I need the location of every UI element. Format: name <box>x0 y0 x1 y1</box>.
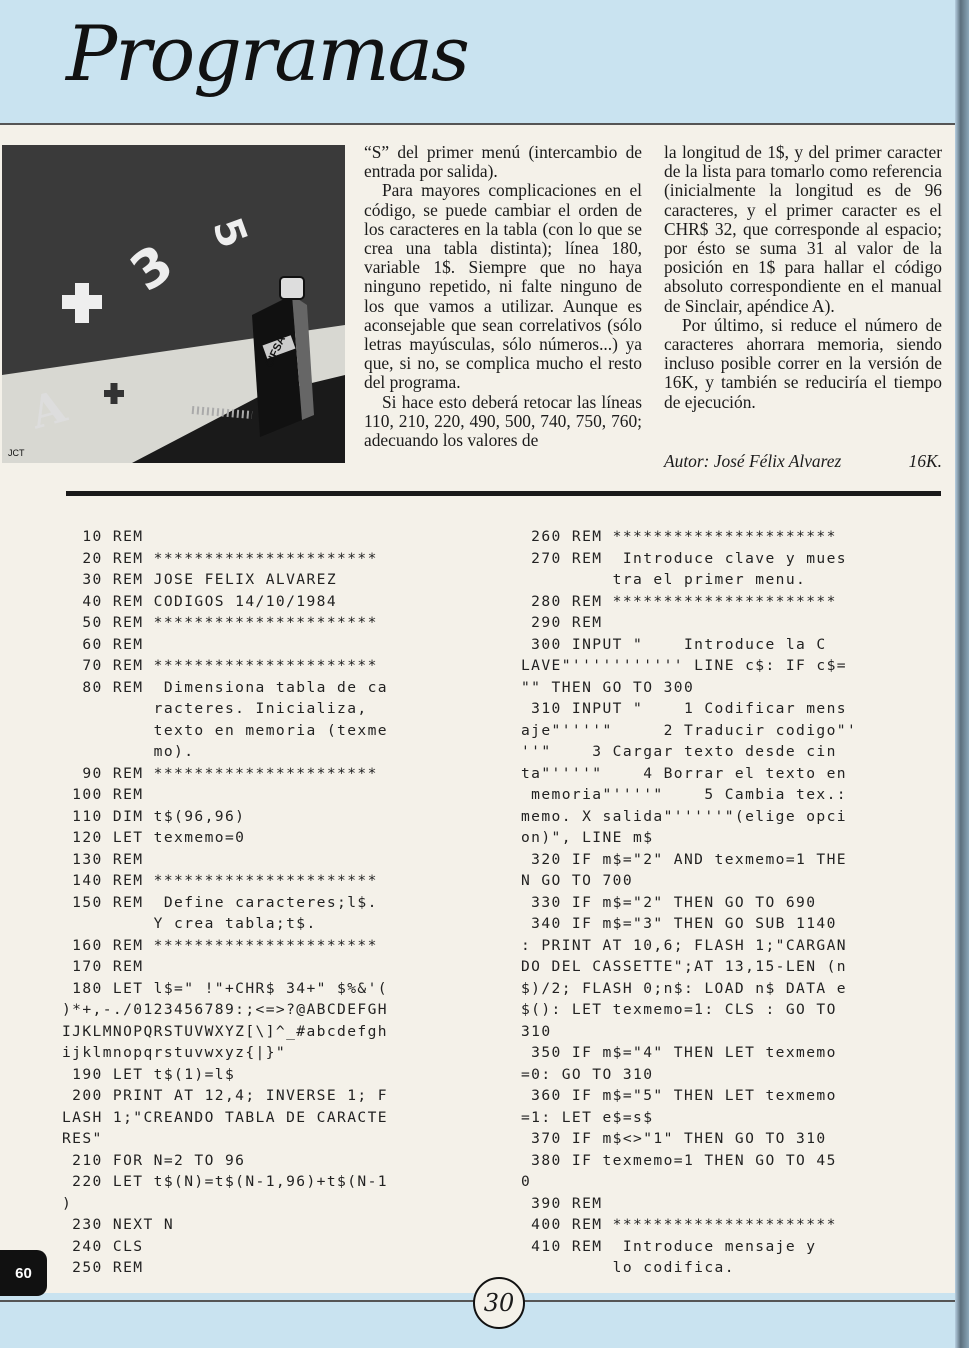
code-line: on)", LINE m$ <box>521 829 654 846</box>
code-line: LASH 1;"CREANDO TABLA DE CARACTE <box>62 1108 388 1126</box>
code-line: 160 REM ********************** <box>62 936 378 954</box>
code-line: 30 REM JOSE FELIX ALVAREZ <box>62 571 338 588</box>
code-line: )*+,-./0123456789:;<=>?@ABCDEFGH <box>62 1001 388 1018</box>
code-line: lo codifica. <box>521 1259 735 1276</box>
code-line: 370 IF m$<>"1" THEN GO TO 310 <box>521 1130 827 1147</box>
code-line: 390 REM <box>521 1194 603 1212</box>
code-line: ta"''''" 4 Borrar el texto en <box>521 764 847 782</box>
code-line: 270 REM Introduce clave y mues <box>521 549 847 567</box>
code-line: =1: LET e$=s$ <box>521 1108 654 1126</box>
code-line: 250 REM <box>62 1259 144 1276</box>
code-line: ) <box>62 1194 73 1212</box>
code-line: 220 LET t$(N)=t$(N-1,96)+t$(N-1 <box>62 1173 388 1190</box>
code-line: ''" 3 Cargar texto desde cin <box>521 743 837 760</box>
code-line: 240 CLS <box>62 1237 144 1255</box>
code-line: tra el primer menu. <box>521 571 807 588</box>
code-line: $(): LET texmemo=1: CLS : GO TO <box>521 1001 837 1018</box>
code-line: 410 REM Introduce mensaje y <box>521 1237 817 1255</box>
code-line: RES" <box>62 1130 103 1147</box>
code-line: 310 <box>521 1022 552 1040</box>
code-line: 170 REM <box>62 958 144 975</box>
code-line: 210 FOR N=2 TO 96 <box>62 1151 246 1169</box>
illustration-digit-3: 3 <box>120 233 185 304</box>
code-line: 280 REM ********************** <box>521 592 837 610</box>
code-line: N GO TO 700 <box>521 872 634 889</box>
code-listing-left <box>62 526 480 1279</box>
paragraph: Para mayores complicaciones en el código, se puede cambiar el orden de los caracteres en la tabla (con lo que se crea una tabla distinta); línea 180, variable 1$. Siempre que no haya ninguno repetido, ni falte ninguno de los que vamos a utilizar. Aunque es aconsejable que sean correlativos (sólo letras mayúsculas, sólo números...) ya que, si no, se complica mucho el resto del programa. <box>364 180 642 393</box>
code-line: 320 IF m$="2" AND texmemo=1 THE <box>521 850 847 868</box>
machine-sign: CIFSA <box>263 334 289 370</box>
code-line: DO DEL CASSETTE";AT 13,15-LEN (n <box>521 958 847 975</box>
page-edge-strip <box>955 0 969 1348</box>
code-line: memo. X salida"'''''"(elige opci <box>521 807 847 825</box>
code-line: 60 REM <box>62 635 144 653</box>
code-line: $)/2; FLASH 0;n$: LOAD n$ DATA e <box>521 979 847 997</box>
code-line: 360 IF m$="5" THEN LET texmemo <box>521 1087 837 1104</box>
author-name: Autor: José Félix Alvarez <box>664 451 842 471</box>
code-line: 40 REM CODIGOS 14/10/1984 <box>62 592 338 610</box>
code-line: memoria"''''" 5 Cambia tex.: <box>521 786 847 803</box>
code-line: 10 REM <box>62 528 144 545</box>
code-line: 380 IF texmemo=1 THEN GO TO 45 <box>521 1151 837 1169</box>
code-line: 260 REM ********************** <box>521 528 837 545</box>
article-column-1 <box>364 143 642 450</box>
code-line: IJKLMNOPQRSTUVWXYZ[\]^_#abcdefgh <box>62 1022 388 1040</box>
code-line: : PRINT AT 10,6; FLASH 1;"CARGAN <box>521 936 847 954</box>
code-line: 80 REM Dimensiona tabla de ca <box>62 678 388 696</box>
code-line: texto en memoria (texme <box>62 721 388 739</box>
paragraph: Por último, si reduce el número de caracteres ahorrara memoria, siendo incluso posible correr en la versión de 16K, y también se reduciría el tiempo de ejecución. <box>664 314 942 412</box>
code-line: 230 NEXT N <box>62 1216 175 1233</box>
code-line: ijklmnopqrstuvwxyz{|}" <box>62 1044 287 1061</box>
code-line: 350 IF m$="4" THEN LET texmemo <box>521 1044 837 1061</box>
code-line: =0: GO TO 310 <box>521 1065 654 1083</box>
code-line: 330 IF m$="2" THEN GO TO 690 <box>521 893 817 911</box>
code-line: 400 REM ********************** <box>521 1216 837 1233</box>
code-line: 310 INPUT " 1 Codificar mens <box>521 700 847 717</box>
code-line: 100 REM <box>62 786 144 803</box>
sheet-number-seal: 30 <box>473 1277 525 1329</box>
code-line: 0 <box>521 1173 532 1190</box>
paragraph: la longitud de 1$, y del primer caracter de la lista para tomarlo como referencia (inicialmente la longitud es de 96 caracteres, y el primer caracter es el CHR$ 32, que corresponde al espacio; por ésto se suma 31 al valor de la posición en 1$ para hallar el código absoluto correspondiente en el manual de Sinclair, apéndice A). <box>664 142 942 316</box>
code-line: 180 LET l$=" !"+CHR$ 34+" $%&'( <box>62 979 388 997</box>
artist-signature: JCT <box>8 448 25 458</box>
paragraph: Si hace esto deberá retocar las líneas 110, 210, 220, 490, 500, 740, 750, 760; adecuando los valores de <box>364 391 642 451</box>
code-line: 70 REM ********************** <box>62 657 378 674</box>
author-line <box>664 451 942 472</box>
paragraph: “S” del primer menú (intercambio de entrada por salida). <box>364 142 642 182</box>
page-number-badge: 60 <box>0 1250 47 1296</box>
code-line: 190 LET t$(1)=l$ <box>62 1065 236 1083</box>
code-line: 90 REM ********************** <box>62 764 378 782</box>
code-line: 130 REM <box>62 850 144 868</box>
illustration-digit-5: 5 <box>203 212 256 254</box>
code-line: 200 PRINT AT 12,4; INVERSE 1; F <box>62 1087 388 1104</box>
code-line: LAVE"''''''''''' LINE c$: IF c$= <box>521 657 847 674</box>
code-line: 120 LET texmemo=0 <box>62 829 246 846</box>
article-column-2 <box>664 143 942 412</box>
code-line: "" THEN GO TO 300 <box>521 678 695 696</box>
code-line: 50 REM ********************** <box>62 614 378 631</box>
code-line: mo). <box>62 743 195 760</box>
code-line: 150 REM Define caracteres;l$. <box>62 893 378 911</box>
illustration <box>2 145 345 463</box>
code-line: 140 REM ********************** <box>62 872 378 889</box>
code-line: 290 REM <box>521 614 603 631</box>
code-line: 110 DIM t$(96,96) <box>62 807 246 825</box>
code-line: 340 IF m$="3" THEN GO SUB 1140 <box>521 915 837 932</box>
code-line: Y crea tabla;t$. <box>62 915 317 932</box>
illustration-letter-a: A <box>25 381 72 440</box>
memory-requirement: 16K. <box>908 451 942 471</box>
code-line: aje"''''" 2 Traducir codigo"' <box>521 721 858 739</box>
code-line: racteres. Inicializa, <box>62 700 368 717</box>
header-rule <box>0 123 969 125</box>
section-divider <box>66 491 941 496</box>
code-line: 20 REM ********************** <box>62 549 378 567</box>
code-listing-right <box>521 526 941 1279</box>
code-line: 300 INPUT " Introduce la C <box>521 635 827 653</box>
page-title: Programas <box>66 9 468 98</box>
